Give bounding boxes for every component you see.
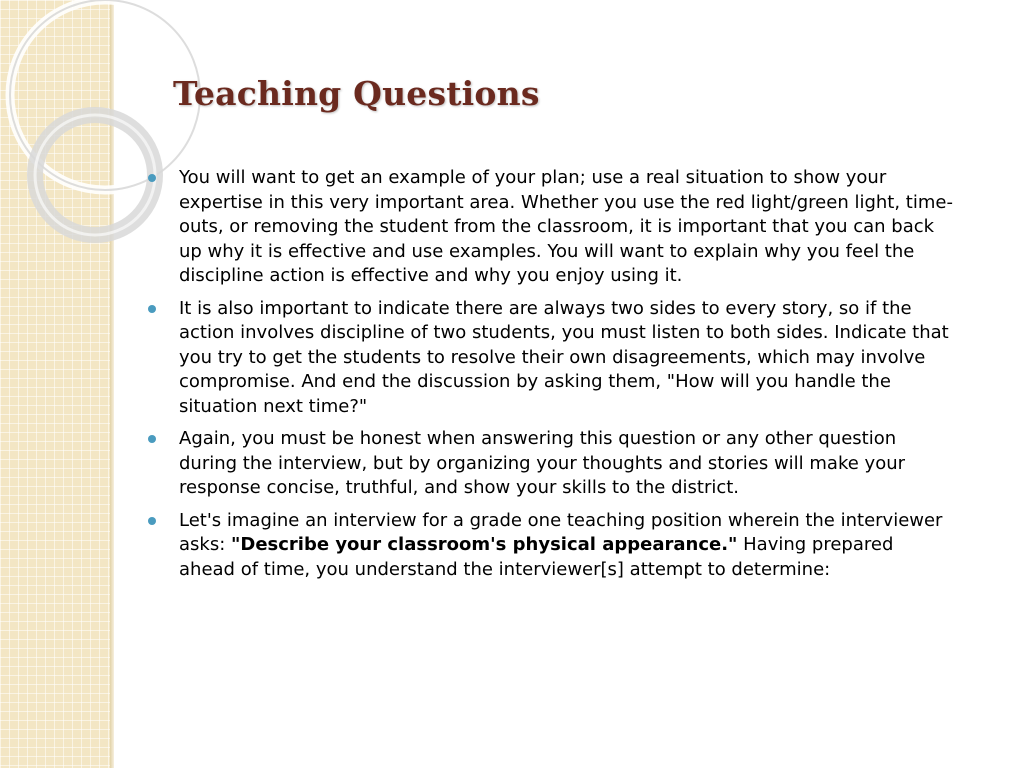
- slide-content: [145, 166, 955, 590]
- bullet-item: [145, 427, 955, 501]
- slide-title: Teaching Questions: [173, 74, 540, 113]
- bullet-text: You will want to get an example of your plan; use a real situation to show your expertise in this very important area. Whether you use the red light/green light, time-outs, or removing the student from the classroom, it is important that you can back up why it is effective and use examples. You will want to explain why you feel the discipline action is effective and why you enjoy using it.: [179, 167, 953, 286]
- bullet-dot-icon: [148, 435, 156, 443]
- bullet-text-quote: "Describe your classroom's physical appearance.": [231, 534, 738, 555]
- bullet-text: Again, you must be honest when answering this question or any other question during the interview, but by organizing your thoughts and stories will make your response concise, truthful, and show your skills to the district.: [179, 428, 906, 498]
- bullet-item: [145, 509, 955, 583]
- bullet-dot-icon: [148, 174, 156, 182]
- bullet-dot-icon: [148, 517, 156, 525]
- bullet-item: [145, 297, 955, 420]
- bullet-item: [145, 166, 955, 289]
- bullet-text: It is also important to indicate there are always two sides to every story, so if the action involves discipline of two students, you must listen to both sides. Indicate that you try to get the students to resolve their own disagreements, which may involve compromise. And end the discussion by asking them, "How will you handle the situation next time?": [179, 297, 949, 417]
- bullet-dot-icon: [148, 305, 156, 313]
- bullet-text-end: Having prepared ahead of time, you understand the interviewer[s] attempt to determine:: [179, 534, 894, 580]
- bullet-list: [145, 166, 955, 582]
- bullet-text-start: Let's imagine an interview for a grade one teaching position wherein the interviewer asks:: [179, 509, 943, 555]
